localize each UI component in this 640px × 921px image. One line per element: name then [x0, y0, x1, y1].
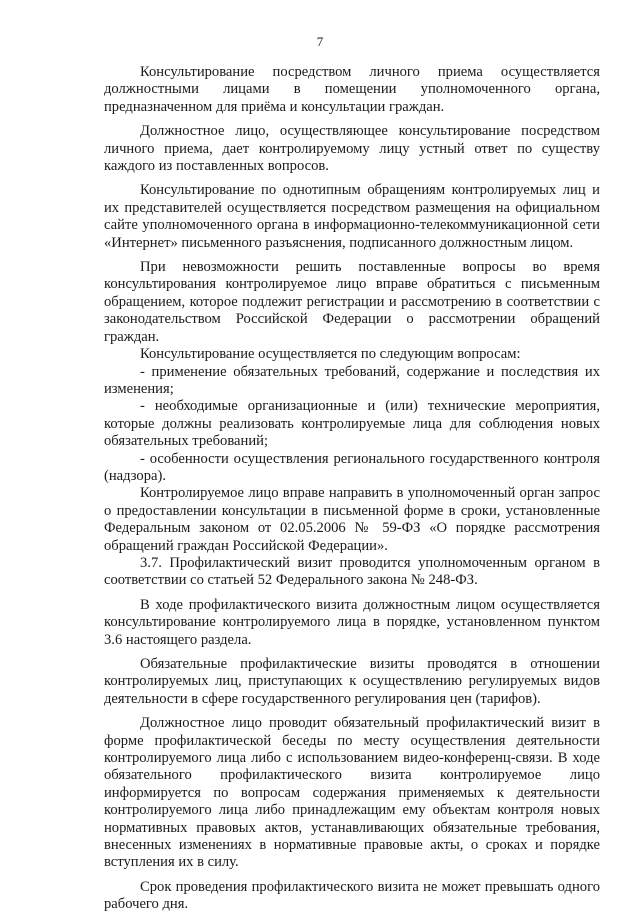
paragraph-written-consultation: Контролируемое лицо вправе направить в уполномоченный орган запрос о предоставлении консультации в письменной форме в сроки, установленные Федеральным законом от 02.05.2006 № 59-ФЗ «О порядке рассмотрения обращений граждан Российской Федерации».: [104, 485, 600, 554]
list-item-control-features: - особенности осуществления регионального государственного контроля (надзора).: [104, 450, 600, 484]
list-item-requirements: - применение обязательных требований, содержание и последствия их изменения;: [104, 363, 600, 397]
paragraph-personal-reception: Консультирование посредством личного приема осуществляется должностными лицами в помещении уполномоченного органа, предназначенном для приёма и консультации граждан.: [104, 64, 600, 115]
paragraph-visit-consultation: В ходе профилактического визита должностным лицом осуществляется консультирование контролируемого лица в порядке, установленном пунктом 3.6 настоящего раздела.: [104, 596, 600, 648]
paragraph-oral-answer: Должностное лицо, осуществляющее консультирование посредством личного приема, дает контролируемому лицу устный ответ по существу каждого из поставленных вопросов.: [104, 123, 600, 175]
document-body: [104, 64, 600, 921]
paragraph-written-request: При невозможности решить поставленные вопросы во время консультирования контролируемое лицо вправе обратиться с письменным обращением, которое подлежит регистрации и рассмотрению в соответствии с законодательством Российской Федерации о рассмотрении обращений граждан.: [104, 259, 600, 345]
paragraph-visit-duration: Срок проведения профилактического визита не может превышать одного рабочего дня.: [104, 878, 600, 913]
page-number: 7: [316, 34, 324, 49]
list-item-measures: - необходимые организационные и (или) технические мероприятия, которые должны реализовать контролируемые лица для соблюдения новых обязательных требований;: [104, 398, 600, 450]
paragraph-questions-intro: Консультирование осуществляется по следующим вопросам:: [140, 346, 521, 363]
paragraph-visit-procedure: Должностное лицо проводит обязательный профилактический визит в форме профилактической беседы по месту осуществления деятельности контролируемого лица либо с использованием видео-конференц-связи. В ходе обязательного профилактического визита контролируемое лицо информируется по вопросам содержания применяемых к деятельности контролируемого лица либо принадлежащим ему объектам контроля новых нормативных правовых актов, устанавливающих обязательные требования, внесенных изменениях в нормативные правовые акты, о сроках и порядке вступления их в силу.: [104, 715, 600, 871]
paragraph-similar-requests: Консультирование по однотипным обращениям контролируемых лиц и их представителей осуществляется посредством размещения на официальном сайте уполномоченного органа в информационно-телекоммуникационной сети «Интернет» письменного разъяснения, подписанного должностным лицом.: [104, 182, 600, 251]
paragraph-mandatory-visits: Обязательные профилактические визиты проводятся в отношении контролируемых лиц, приступающих к осуществлению регулируемых видов деятельности в сфере государственного регулирования цен (тарифов).: [104, 656, 600, 707]
paragraph-section-3-7: 3.7. Профилактический визит проводится уполномоченным органом в соответствии со статьей 52 Федерального закона № 248-ФЗ.: [104, 554, 600, 589]
